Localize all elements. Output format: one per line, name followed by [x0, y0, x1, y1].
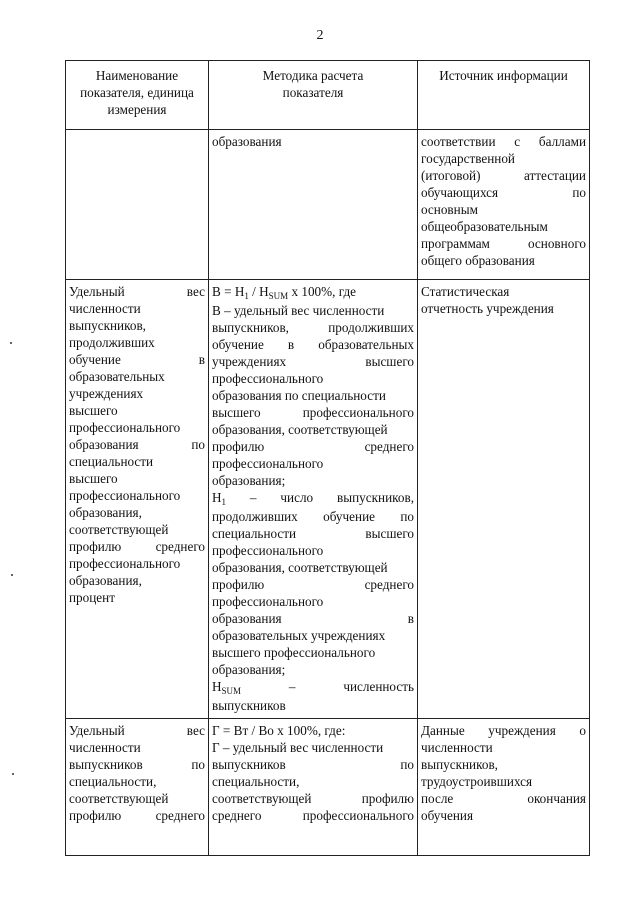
cell-source: соответствии с баллами государственной (итоговой) аттестации обучающихся по основным общеобразовательным программам основного общего образования	[418, 130, 590, 280]
formula-b: $В = Н_1 / Н_{SUM}$ х 100%, где	[212, 284, 357, 301]
scan-speck	[12, 773, 14, 775]
cell-method: $В = Н_1 / Н_{SUM}$ х 100%, где В – удельный вес численности выпускников, продолживших обучение в образовательных учреждениях высшего профессионального образования по специальности высшего профессионального образования, соответствующей профилю среднего профессионального образования; $Н_1$ – число выпускников, продолживших обучение по специальности высшего профессионального образования, соответствующей профилю среднего профессионального образования в образовательных учреждениях высшего профессионального образования; $Н_{SUM}$ – численность выпускников	[209, 280, 418, 719]
table-header-row	[66, 61, 590, 130]
indicator-table	[65, 60, 590, 856]
cell-source: Данные учреждения о численности выпускников, трудоустроившихся после окончания обучения	[418, 719, 590, 856]
scan-speck	[10, 342, 12, 344]
cell-indicator-name	[66, 130, 209, 280]
cell-indicator-name: Удельный вес численности выпускников по специальности, соответствующей профилю среднего	[66, 719, 209, 856]
table-row	[66, 280, 590, 719]
cell-source: Статистическая отчетность учреждения	[418, 280, 590, 719]
header-indicator-name: Наименование показателя, единица измерения	[66, 61, 209, 130]
page-number: 2	[316, 28, 324, 43]
cell-indicator-name: Удельный вес численности выпускников, продолживших обучение в образовательных учреждениях высшего профессионального образования по специальности высшего профессионального образования, соответствующей профилю среднего профессионального образования, процент	[66, 280, 209, 719]
header-method: Методика расчета показателя	[209, 61, 418, 130]
table-row	[66, 719, 590, 856]
header-source: Источник информации	[418, 61, 590, 130]
cell-method: Г = Вт / Во х 100%, где: Г – удельный вес численности выпускников по специальности, соответствующей профилю среднего профессионального	[209, 719, 418, 856]
hsum-definition: $Н_{SUM}$ – численность	[212, 679, 414, 696]
cell-method: образования	[209, 130, 418, 280]
table-row	[66, 130, 590, 280]
scan-speck	[11, 574, 13, 576]
h1-definition: $Н_1$ – число выпускников,	[212, 490, 414, 507]
